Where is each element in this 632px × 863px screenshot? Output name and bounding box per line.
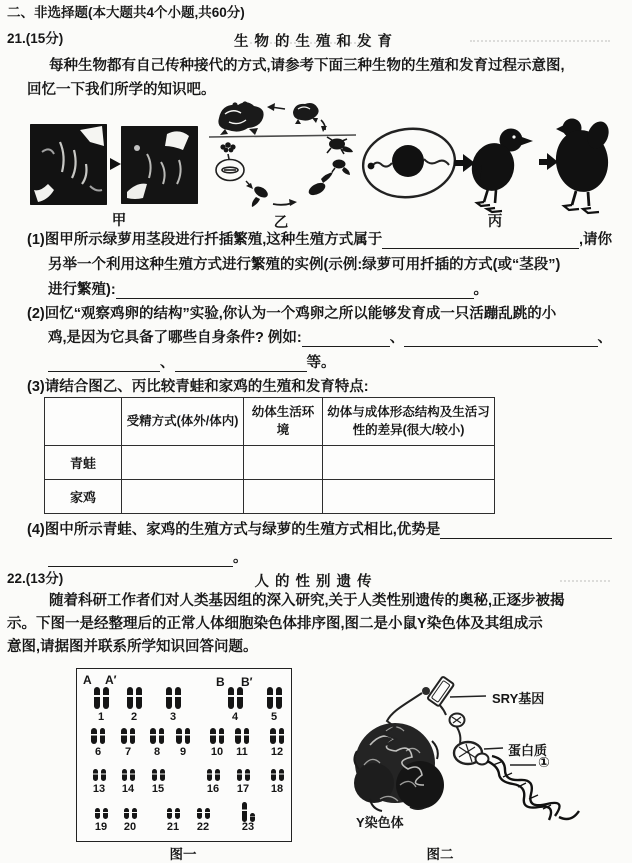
frog-lifecycle-figure — [205, 96, 360, 216]
comparison-table — [44, 397, 495, 514]
chromosome-number: 1 — [97, 711, 105, 723]
chromosome-pair-2 — [127, 687, 142, 709]
q2-text: 鸡,是因为它具备了哪些自身条件? 例如: — [48, 330, 302, 346]
figure-label-bing: 丙 — [487, 214, 503, 230]
chromosome-icon — [93, 769, 98, 781]
answer-cell — [122, 446, 244, 480]
chromosome-icon — [103, 687, 109, 709]
separator: 、 — [597, 330, 612, 346]
q22-intro-line3: 意图,请据图并联系所学知识回答问题。 — [7, 639, 258, 655]
pothos-photo-2-art — [121, 126, 198, 204]
marker-letter-B′: B′ — [241, 675, 253, 689]
chromosome-pair-17 — [237, 769, 250, 781]
pothos-photo-1-art — [30, 124, 107, 205]
q21-item2-line1: (2)回忆“观察鸡卵的结构”实验,你认为一个鸡卵之所以能够发育成一只活蹦乱跳的小 — [27, 306, 557, 322]
arrow-right-icon — [273, 199, 297, 206]
arrow-small-icon — [246, 181, 253, 189]
q2-ending: 等。 — [306, 355, 336, 371]
adult-frog-icon — [218, 101, 263, 135]
chromosome-number: 15 — [151, 783, 165, 795]
chromosome-pair-3 — [166, 687, 181, 709]
chromosome-pair-14 — [122, 769, 135, 781]
sry-gene-box-icon — [427, 676, 454, 706]
chromosome-icon — [132, 808, 137, 819]
q21-item1-line2: 另举一个利用这种生殖方式进行繁殖的实例(示例:绿萝可用扦插的方式(或“茎段”) — [48, 257, 561, 273]
chromosome-number: 12 — [270, 746, 284, 758]
chromosome-icon — [245, 769, 250, 781]
chromosome-icon — [235, 728, 241, 744]
q21-item4-line2 — [48, 549, 268, 567]
karyotype-figure — [76, 668, 292, 842]
q1-line3-text: 进行繁殖): — [48, 282, 116, 298]
arrow-right-icon — [539, 153, 558, 170]
arrow-left-icon — [267, 103, 285, 111]
chromosome-number: 4 — [231, 711, 239, 723]
chick-icon — [467, 129, 533, 213]
chromosome-icon — [219, 728, 225, 744]
egg-structure-icon — [360, 124, 459, 203]
chromosome-pair-7 — [121, 728, 135, 744]
chromosome-number: 18 — [270, 783, 284, 795]
marker-letter-A: A — [83, 673, 92, 687]
chromosome-icon — [150, 728, 156, 744]
chromosome-icon — [122, 769, 127, 781]
chromosome-icon — [228, 687, 234, 709]
row-label-0: 青蛙 — [45, 446, 122, 480]
chromosome-number: 3 — [169, 711, 177, 723]
chromosome-icon — [237, 769, 242, 781]
figure1-caption: 图一 — [169, 847, 197, 862]
q21-item1-line1 — [27, 231, 612, 249]
chromosome-number: 14 — [121, 783, 135, 795]
chromosome-icon — [95, 808, 100, 819]
q4-text: (4)图中所示青蛙、家鸡的生殖方式与绿萝的生殖方式相比,优势是 — [27, 522, 441, 538]
chromosome-icon — [166, 687, 172, 709]
table-row — [45, 446, 495, 480]
chromosome-icon — [130, 769, 135, 781]
egg-mass-icon — [220, 142, 235, 152]
water-line — [209, 135, 356, 137]
q21-item1-line3 — [48, 281, 488, 299]
figure-label-jia: 甲 — [111, 213, 127, 229]
chromosome-icon — [130, 728, 136, 744]
chromosome-icon — [136, 687, 142, 709]
separator: 、 — [389, 330, 405, 346]
chromosome-pair-19 — [95, 808, 108, 819]
q21-item2-line2 — [48, 329, 612, 347]
chicken-development-figure — [360, 95, 610, 215]
chromosome-number: 10 — [210, 746, 224, 758]
y-chromosome-label: Y染色体 — [356, 815, 404, 830]
answer-blank — [404, 336, 597, 347]
chromosome-icon — [242, 802, 247, 822]
chromosome-number: 6 — [94, 746, 102, 758]
chromosome-icon — [276, 687, 282, 709]
chromosome-pair-15 — [152, 769, 165, 781]
chromosome-pair-21 — [167, 808, 180, 819]
y-chromosome-blob — [354, 723, 444, 811]
chromosome-pair-1 — [94, 687, 109, 709]
q22-intro-line2: 示。下图一是经整理后的正常人体细胞染色体排序图,图二是小鼠Y染色体及其组成示 — [7, 616, 543, 632]
chromosome-icon — [101, 769, 106, 781]
chromosome-pair-20 — [124, 808, 137, 819]
chromosome-pair-6 — [91, 728, 105, 744]
chromosome-icon — [237, 687, 243, 709]
chromosome-icon — [175, 687, 181, 709]
chromosome-icon — [279, 728, 285, 744]
chromosome-number: 19 — [94, 821, 108, 833]
chromosome-icon — [127, 687, 133, 709]
chromosome-icon — [152, 769, 157, 781]
answer-blank — [382, 238, 579, 249]
chromosome-icon — [124, 808, 129, 819]
arrow-right-icon — [110, 158, 121, 170]
table-row — [45, 480, 495, 514]
figure2-caption: 图二 — [426, 847, 454, 862]
scan-noise — [250, 42, 360, 44]
chromosome-icon — [197, 808, 202, 819]
q22-title: 人的性别遗传 — [254, 574, 378, 590]
q21-intro-line2: 回忆一下我们所学的知识吧。 — [27, 82, 216, 98]
chromosome-number: 17 — [236, 783, 250, 795]
chromosome-icon — [91, 728, 97, 744]
chromosome-icon — [185, 728, 191, 744]
q22-number: 22.(13分) — [7, 571, 64, 586]
bead-icon — [450, 714, 465, 727]
chromosome-number: 11 — [236, 746, 248, 758]
scan-noise — [470, 40, 610, 42]
chromosome-icon — [94, 687, 100, 709]
protein-label: 蛋白质 — [508, 743, 548, 758]
chromosome-icon — [271, 769, 276, 781]
part1-label: ① — [538, 754, 550, 770]
answer-blank — [175, 361, 307, 372]
chromosome-number: 9 — [179, 746, 187, 758]
chromosome-number: 16 — [206, 783, 220, 795]
chromosome-pair-8 — [150, 728, 164, 744]
chromosome-icon — [100, 728, 106, 744]
chromosome-pair-23 — [242, 802, 255, 822]
chromosome-pair-18 — [271, 769, 284, 781]
chromosome-number: 2 — [130, 711, 138, 723]
q22-intro-line1: 随着科研工作者们对人类基因组的深入研究,关于人类性别遗传的奥秘,正逐步被揭 — [49, 593, 565, 609]
tadpole-icon-right — [307, 172, 333, 198]
tadpole-hindlegs-icon — [332, 160, 350, 176]
hen-icon — [552, 118, 610, 213]
table-header-cell-1: 受精方式(体外/体内) — [122, 398, 244, 446]
tadpole-icon-left — [252, 184, 270, 207]
chromosome-icon — [175, 808, 180, 819]
table-header-cell-2: 幼体生活环境 — [244, 398, 323, 446]
pothos-photo-2 — [121, 126, 198, 204]
chromosome-icon — [210, 728, 216, 744]
chromosome-icon — [159, 728, 165, 744]
answer-cell — [122, 480, 244, 514]
bead-icon — [422, 687, 430, 695]
froglet-with-tail-icon — [327, 137, 353, 154]
section-header: 二、非选择题(本大题共4个小题,共60分) — [7, 5, 245, 20]
chromosome-icon — [103, 808, 108, 819]
q1-text-after: ,请你 — [578, 232, 612, 248]
chromosome-pair-16 — [207, 769, 220, 781]
chromosome-icon — [205, 808, 210, 819]
period: 。 — [233, 550, 248, 566]
chromosome-icon — [215, 769, 220, 781]
separator: 、 — [160, 355, 175, 371]
chromosome-icon — [207, 769, 212, 781]
scan-noise — [560, 580, 610, 582]
chromosome-number: 22 — [196, 821, 210, 833]
table-header-cell-0 — [45, 398, 122, 446]
sry-gene-label: SRY基因 — [492, 691, 545, 706]
chromosome-icon — [167, 808, 172, 819]
chromosome-icon — [121, 728, 127, 744]
chromosome-number: 23 — [241, 821, 255, 833]
chromosome-pair-9 — [176, 728, 190, 744]
answer-blank — [302, 336, 390, 347]
q1-text: (1)图甲所示绿萝用茎段进行扦插繁殖,这种生殖方式属于 — [27, 232, 383, 248]
chromosome-icon — [176, 728, 182, 744]
chromosome-icon — [267, 687, 273, 709]
q21-item2-line3 — [48, 354, 348, 372]
chromosome-pair-12 — [270, 728, 284, 744]
chromosome-number: 21 — [166, 821, 180, 833]
chromosome-number: 7 — [124, 746, 132, 758]
answer-blank — [440, 528, 612, 539]
chromosome-pair-5 — [267, 687, 282, 709]
pothos-photo-1 — [30, 124, 107, 205]
chromosome-icon — [279, 769, 284, 781]
young-frog-icon — [293, 103, 319, 124]
figure-label-yi: 乙 — [273, 215, 289, 231]
egg-magnifier-icon — [216, 154, 244, 181]
chromosome-number: 13 — [92, 783, 106, 795]
chromosome-icon — [160, 769, 165, 781]
row-label-1: 家鸡 — [45, 480, 122, 514]
chromosome-number: 20 — [123, 821, 137, 833]
chromosome-pair-11 — [235, 728, 249, 744]
protein-beads-icon — [454, 742, 489, 765]
chromosome-icon — [270, 728, 276, 744]
q21-item4-line1 — [27, 521, 612, 539]
chromosome-pair-10 — [210, 728, 224, 744]
chromosome-pair-13 — [93, 769, 106, 781]
answer-cell — [323, 480, 495, 514]
q21-intro-line1: 每种生物都有自己传种接代的方式,请参考下面三种生物的生殖和发育过程示意图, — [49, 58, 565, 74]
chromosome-icon — [244, 728, 250, 744]
answer-blank — [116, 288, 474, 299]
chromosome-number: 5 — [270, 711, 278, 723]
answer-blank — [48, 361, 160, 372]
answer-cell — [244, 446, 323, 480]
arrow-down-icon — [321, 120, 327, 132]
answer-cell — [323, 446, 495, 480]
q21-title: 生物的生殖和发育 — [234, 34, 398, 50]
table-header-cell-3: 幼体与成体形态结构及生活习性的差异(很大/较小) — [323, 398, 495, 446]
chromosome-number: 8 — [153, 746, 161, 758]
q21-number: 21.(15分) — [7, 31, 64, 46]
table-header-row — [45, 398, 495, 446]
chromosome-pair-22 — [197, 808, 210, 819]
marker-letter-B: B — [216, 675, 225, 689]
chromosome-pair-4 — [228, 687, 243, 709]
answer-cell — [244, 480, 323, 514]
q21-item3-intro: (3)请结合图乙、丙比较青蛙和家鸡的生殖和发育特点: — [27, 379, 369, 395]
period: 。 — [473, 282, 488, 298]
marker-letter-A′: A′ — [105, 673, 117, 687]
answer-blank — [48, 556, 233, 567]
